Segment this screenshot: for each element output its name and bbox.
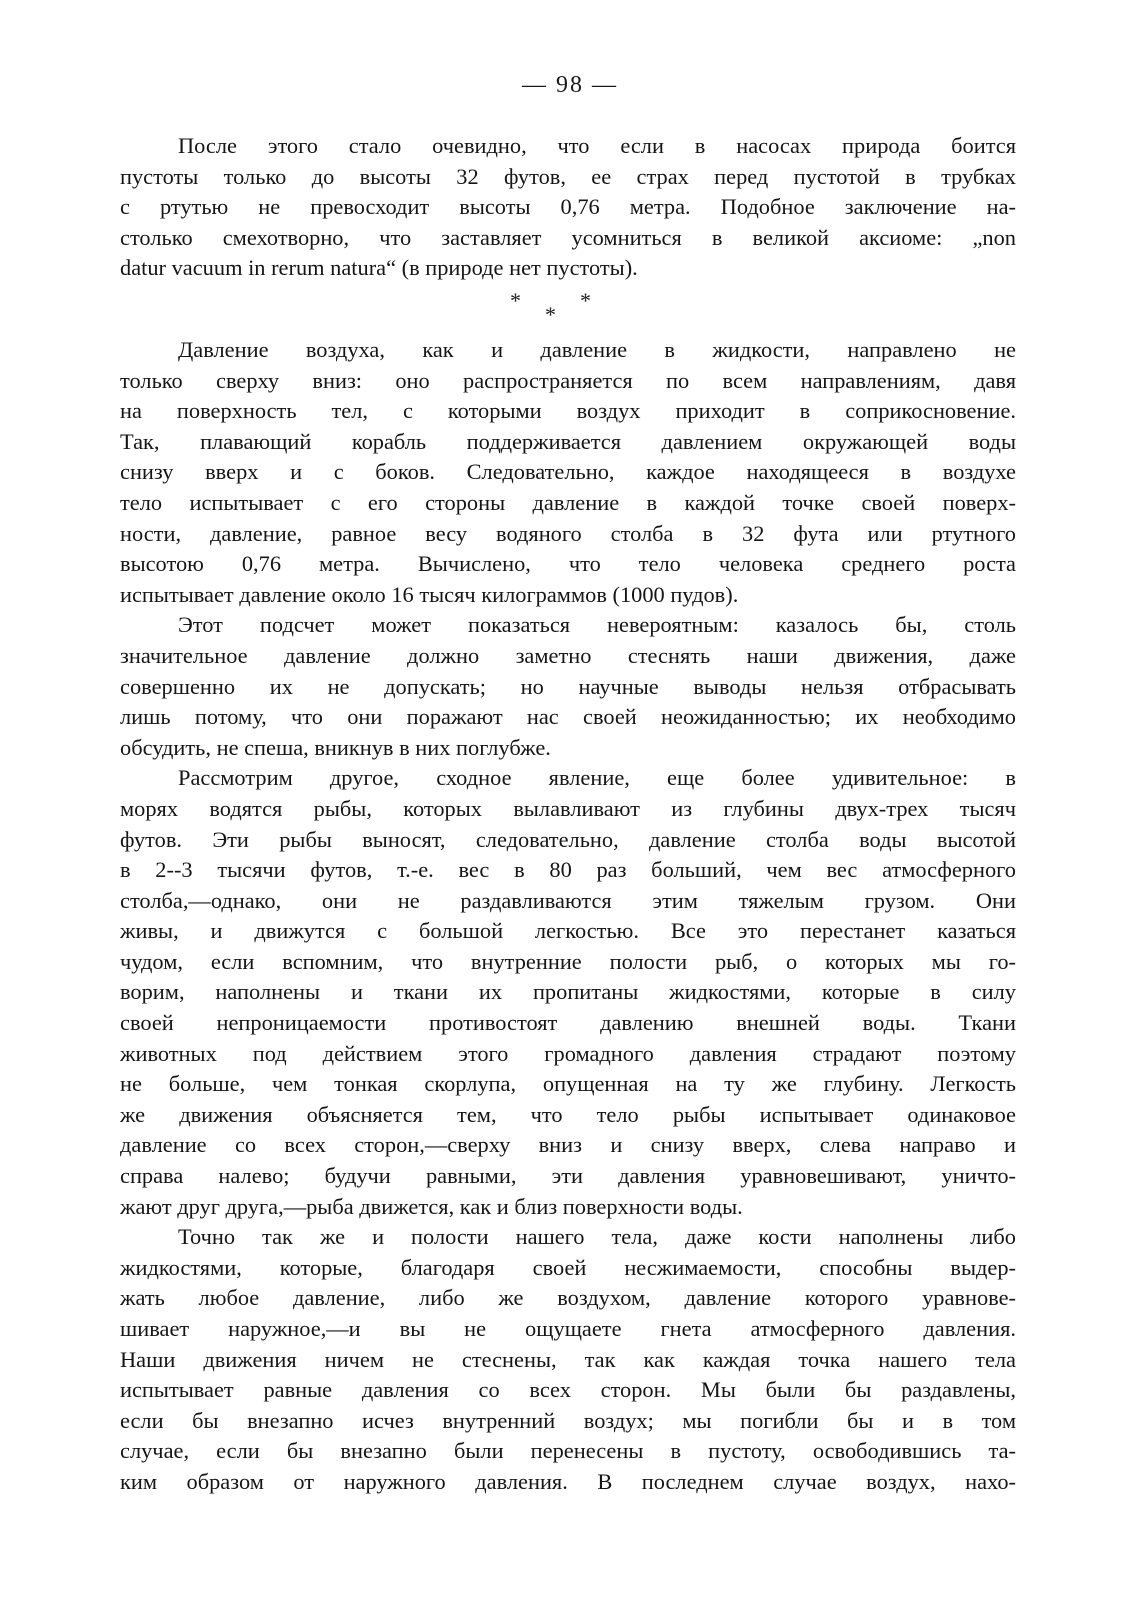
text-line: Так, плавающий корабль поддерживается давлением окружающей воды (120, 428, 1016, 454)
paragraph-block-2 (120, 335, 1016, 1498)
text-line: шивает наружное,—и вы не ощущаете гнета атмосферного давления. (120, 1316, 1016, 1341)
text-line: высотою 0,76 метра. Вычислено, что тело человека среднего роста (120, 551, 1016, 577)
text-line: жать любое давление, либо же воздухом, давление которого уравнове- (120, 1285, 1016, 1311)
text-line: datur vacuum in rerum natura“ (в природе нет пустоты). (120, 255, 638, 281)
page-number: — 98 — (522, 72, 618, 98)
text-line: Точно так же и полости нашего тела, даже кости наполнены либо (178, 1224, 1016, 1250)
text-line: животных под действием этого громадного давления страдают поэтому (120, 1040, 1016, 1066)
text-line: давление со всех сторон,—сверху вниз и снизу вверх, слева направо и (120, 1132, 1016, 1158)
text-line: снизу вверх и с боков. Следовательно, каждое находящееся в воздухе (120, 459, 1016, 485)
text-line: жают друг друга,—рыба движется, как и близ поверхности воды. (120, 1193, 743, 1219)
text-line: ности, давление, равное весу водяного столба в 32 фута или ртутного (120, 520, 1016, 546)
text-line: с ртутью не превосходит высоты 0,76 метра. Подобное заключение на- (120, 194, 1016, 220)
text-line: морях водятся рыбы, которых вылавливают из глубины двух-трех тысяч (120, 795, 1016, 821)
text-line: Давление воздуха, как и давление в жидкости, направлено не (178, 337, 1016, 362)
text-line: столько смехотворно, что заставляет усомниться в великой аксиоме: „non (120, 224, 1016, 250)
text-line: же движения объясняется тем, что тело рыбы испытывает одинаковое (120, 1101, 1016, 1127)
asterisk-bottom: * (545, 302, 556, 327)
text-line: чудом, если вспомним, что внутренние полости рыб, о которых мы го- (120, 948, 1016, 974)
text-line: тело испытывает с его стороны давление в каждой точке своей поверх- (120, 489, 1016, 515)
section-divider-asterism (0, 288, 1140, 328)
text-line: справа налево; будучи равными, эти давления уравновешивают, уничто- (120, 1163, 1016, 1189)
text-line: в 2--3 тысячи футов, т.-е. вес в 80 раз больший, чем вес атмосферного (120, 857, 1016, 883)
asterisk-left: * (510, 288, 521, 313)
text-line: ворим, наполнены и ткани их пропитаны жидкостями, которые в силу (120, 979, 1016, 1005)
text-line: испытывает давление около 16 тысяч килограммов (1000 пудов). (120, 581, 739, 607)
text-line: столба,—однако, они не раздавливаются этим тяжелым грузом. Они (120, 887, 1016, 913)
text-line: ким образом от наружного давления. В последнем случае воздух, нахо- (120, 1468, 1016, 1494)
text-line: значительное давление должно заметно стеснять наши движения, даже (120, 642, 1016, 668)
asterisk-right: * (580, 288, 591, 313)
text-line: Наши движения ничем не стеснены, так как каждая точка нашего тела (120, 1346, 1016, 1372)
text-line: обсудить, не спеша, вникнув в них поглубже. (120, 734, 551, 760)
text-line: Рассмотрим другое, сходное явление, еще более удивительное: в (178, 765, 1016, 791)
paragraph-block-1 (120, 131, 1016, 284)
text-line: своей непроницаемости противостоят давлению внешней воды. Ткани (120, 1010, 1016, 1036)
text-line: на поверхность тел, с которыми воздух приходит в соприкосновение. (120, 398, 1016, 424)
text-line: жидкостями, которые, благодаря своей несжимаемости, способны выдер- (120, 1254, 1016, 1280)
text-line: случае, если бы внезапно были перенесены в пустоту, освободившись та- (120, 1438, 1016, 1464)
text-line: только сверху вниз: оно распространяется по всем направлениям, давя (120, 367, 1016, 393)
text-line: футов. Эти рыбы выносят, следовательно, давление столба воды высотой (120, 826, 1016, 852)
text-line: После этого стало очевидно, что если в насосах природа боится (178, 133, 1016, 158)
text-line: пустоты только до высоты 32 футов, ее страх перед пустотой в трубках (120, 163, 1016, 189)
text-line: испытывает равные давления со всех сторон. Мы были бы раздавлены, (120, 1377, 1016, 1403)
text-line: не больше, чем тонкая скорлупа, опущенная на ту же глубину. Легкость (120, 1071, 1016, 1097)
text-line: Этот подсчет может показаться невероятным: казалось бы, столь (178, 612, 1016, 638)
text-line: лишь потому, что они поражают нас своей неожиданностью; их необходимо (120, 704, 1016, 730)
text-line: если бы внезапно исчез внутренний воздух; мы погибли бы и в том (120, 1407, 1016, 1433)
text-line: совершенно их не допускать; но научные выводы нельзя отбрасывать (120, 673, 1016, 699)
text-line: живы, и движутся с большой легкостью. Все это перестанет казаться (120, 918, 1016, 944)
